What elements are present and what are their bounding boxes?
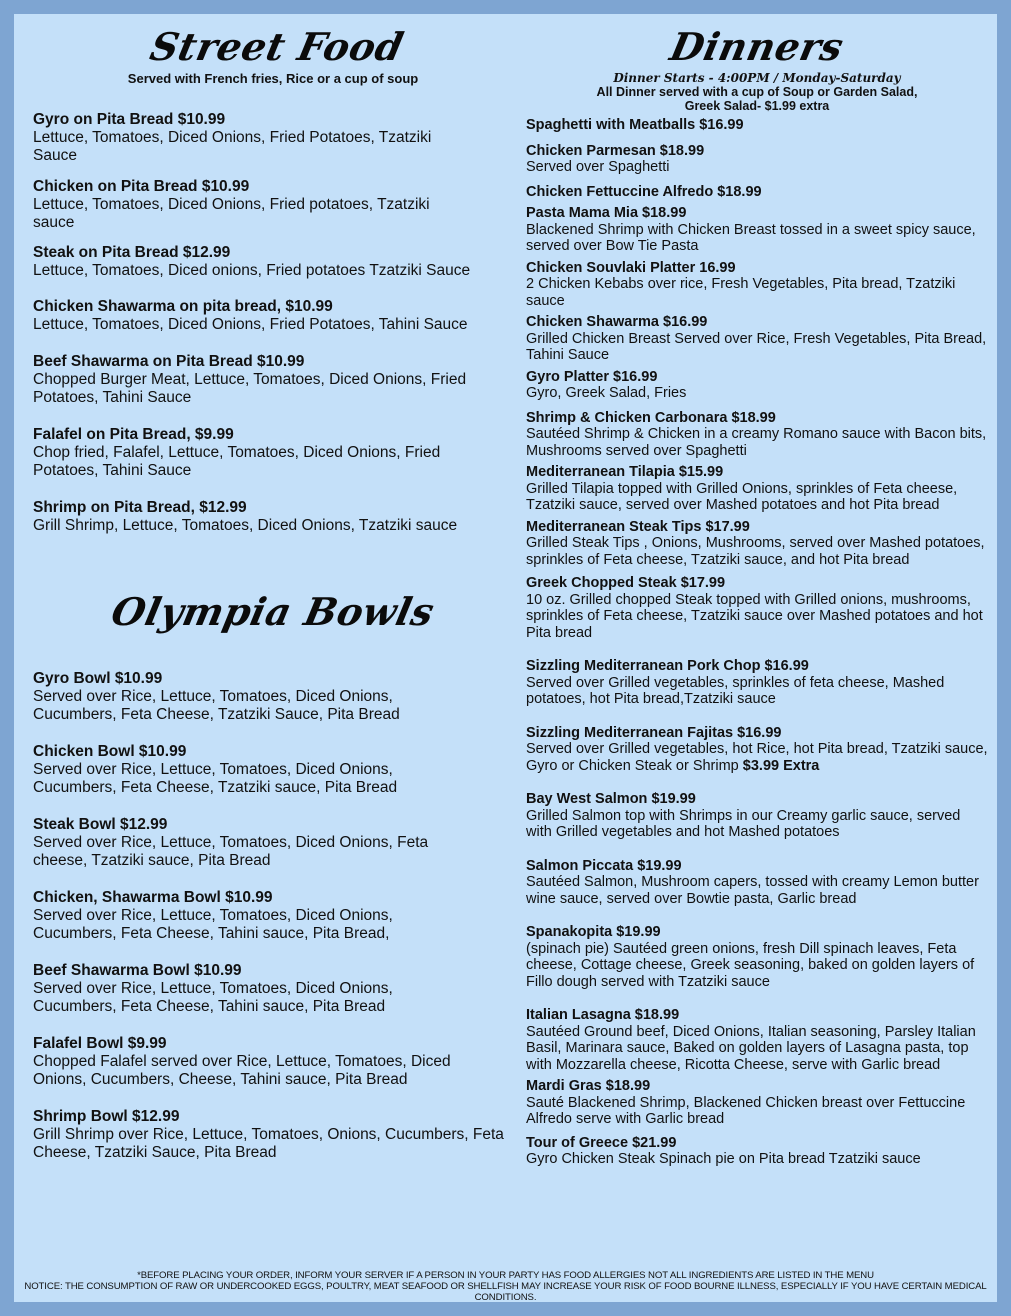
item-desc: Sautéed Ground beef, Diced Onions, Italian seasoning, Parsley Italian Basil, Marinara sauce, Baked on golden layers of Lasagna pasta, top with Mozzarella cheese, Ricotta Cheese, serve with Garlic bread: [526, 1023, 976, 1073]
menu-item: [526, 924, 988, 990]
menu-item: [526, 184, 988, 201]
item-desc: Sauté Blackened Shrimp, Blackened Chicken breast over Fettuccine Alfredo serve with Garlic bread: [526, 1094, 966, 1127]
item-desc: Lettuce, Tomatoes, Diced Onions, Fried Potatoes, Tzatziki Sauce: [33, 129, 432, 164]
menu-item: [526, 464, 988, 514]
menu-item: [526, 1078, 988, 1128]
item-name: Chicken Bowl $10.99: [33, 743, 187, 760]
item-name: Gyro Platter $16.99: [526, 368, 658, 385]
menu-item: [526, 205, 988, 255]
item-desc: Lettuce, Tomatoes, Diced Onions, Fried potatoes, Tzatziki sauce: [33, 196, 430, 231]
item-name: Chicken Shawarma on pita bread, $10.99: [33, 298, 333, 315]
menu-item: [526, 791, 988, 841]
item-name: Chicken on Pita Bread $10.99: [33, 178, 250, 195]
dinners-subtitle-2: All Dinner served with a cup of Soup or Garden Salad,: [596, 85, 918, 99]
menu-item: [526, 260, 988, 310]
item-desc: Grilled Steak Tips , Onions, Mushrooms, served over Mashed potatoes, sprinkles of Feta cheese, Tzatziki sauce, and hot Pita bread: [526, 535, 985, 568]
menu-item: [33, 178, 513, 232]
allergy-notice-line-2: NOTICE: THE CONSUMPTION OF RAW OR UNDERCOOKED EGGS, POULTRY, MEAT SEAFOOD OR SHELLFISH MAY INCREASE YOUR RISK OF FOOD BOURNE ILLNESS, ESPECIALLY IF YOU HAVE CERTAIN MEDICAL CONDITIONS.: [24, 1281, 987, 1303]
menu-item: [526, 1007, 988, 1073]
item-desc: Served over Spaghetti: [526, 159, 670, 175]
dinners-title: Dinners: [666, 24, 848, 69]
item-name: Falafel Bowl $9.99: [33, 1035, 167, 1052]
item-name: Beef Shawarma Bowl $10.99: [33, 962, 242, 979]
item-name: Chicken Souvlaki Platter 16.99: [526, 259, 736, 276]
item-desc: Lettuce, Tomatoes, Diced Onions, Fried Potatoes, Tahini Sauce: [33, 316, 468, 333]
item-desc: Chopped Falafel served over Rice, Lettuce, Tomatoes, Diced Onions, Cucumbers, Cheese, Tahini sauce, Pita Bread: [33, 1053, 451, 1088]
menu-item: [33, 1108, 513, 1162]
item-name: Sizzling Mediterranean Pork Chop $16.99: [526, 658, 809, 674]
item-name: Mediterranean Tilapia $15.99: [526, 464, 724, 480]
menu-item: [526, 410, 988, 460]
olympia-bowls-section: [33, 589, 513, 634]
item-name: Beef Shawarma on Pita Bread $10.99: [33, 353, 305, 370]
menu-item: [526, 575, 988, 641]
menu-item: [526, 858, 988, 908]
item-desc: Gyro Chicken Steak Spinach pie on Pita bread Tzatziki sauce: [526, 1151, 921, 1167]
item-name: Mardi Gras $18.99: [526, 1078, 651, 1094]
menu-page: [14, 14, 997, 1302]
item-name: Pasta Mama Mia $18.99: [526, 205, 687, 221]
item-desc: Chop fried, Falafel, Lettuce, Tomatoes, Diced Onions, Fried Potatoes, Tahini Sauce: [33, 444, 441, 479]
item-desc: Served over Grilled vegetables, sprinkles of feta cheese, Mashed potatoes, hot Pita bread,Tzatziki sauce: [526, 674, 945, 707]
item-desc: 2 Chicken Kebabs over rice, Fresh Vegetables, Pita bread, Tzatziki sauce: [526, 276, 956, 309]
menu-item: [526, 314, 988, 364]
dinners-subtitle-3: Greek Salad- $1.99 extra: [684, 99, 830, 113]
item-desc: (spinach pie) Sautéed green onions, fresh Dill spinach leaves, Feta cheese, Cottage cheese, Greek seasoning, baked on golden layers of Fillo dough served with Tzatziki sauce: [526, 940, 975, 990]
item-name: Steak Bowl $12.99: [33, 816, 168, 833]
item-desc: Served over Rice, Lettuce, Tomatoes, Diced Onions, Cucumbers, Feta Cheese, Tahini sauce, Pita Bread: [33, 980, 393, 1015]
menu-item: [33, 353, 513, 407]
menu-item: [33, 1035, 513, 1089]
menu-item: [33, 244, 513, 280]
item-desc: Served over Rice, Lettuce, Tomatoes, Diced Onions, Feta cheese, Tzatziki sauce, Pita Bread: [33, 834, 429, 869]
item-name: Bay West Salmon $19.99: [526, 791, 696, 807]
item-name: Chicken Fettuccine Alfredo $18.99: [526, 183, 762, 200]
item-name: Greek Chopped Steak $17.99: [526, 575, 726, 591]
item-desc: Blackened Shrimp with Chicken Breast tossed in a sweet spicy sauce, served over Bow Tie Pasta: [526, 221, 976, 254]
menu-item: [33, 889, 513, 943]
allergy-notice: [14, 1270, 997, 1303]
item-name: Sizzling Mediterranean Fajitas $16.99: [526, 724, 782, 741]
menu-item: [33, 298, 513, 334]
menu-item: [33, 426, 513, 480]
item-desc: [526, 741, 988, 774]
menu-item: [526, 519, 988, 569]
item-name: Gyro Bowl $10.99: [33, 670, 163, 687]
street-food-section: [33, 24, 513, 86]
item-desc: Grill Shrimp over Rice, Lettuce, Tomatoes, Onions, Cucumbers, Feta Cheese, Tzatziki Sauce, Pita Bread: [33, 1126, 504, 1161]
item-name: Shrimp Bowl $12.99: [33, 1108, 180, 1125]
item-desc: Served over Rice, Lettuce, Tomatoes, Diced Onions, Cucumbers, Feta Cheese, Tzatziki Sauce, Pita Bread: [33, 688, 400, 723]
allergy-notice-line-1: *BEFORE PLACING YOUR ORDER, INFORM YOUR SERVER IF A PERSON IN YOUR PARTY HAS FOOD ALLERGIES NOT ALL INGREDIENTS ARE LISTED IN THE MENU: [137, 1270, 874, 1281]
item-name: Shrimp on Pita Bread, $12.99: [33, 499, 247, 516]
street-food-subtitle: Served with French fries, Rice or a cup of soup: [127, 71, 419, 86]
menu-item: [33, 816, 513, 870]
item-desc: 10 oz. Grilled chopped Steak topped with Grilled onions, mushrooms, sprinkles of Feta cheese, Tzatziki sauce over Mashed potatoes and hot Pita bread: [526, 591, 983, 641]
item-desc-text: Served over Grilled vegetables, hot Rice, hot Pita bread, Tzatziki sauce, Gyro or Chicken Steak or Shrimp: [526, 741, 988, 774]
menu-item: [526, 143, 988, 176]
item-name: Spaghetti with Meatballs $16.99: [526, 117, 744, 133]
menu-item: [526, 369, 988, 402]
menu-item: [33, 670, 513, 724]
menu-item: [33, 743, 513, 797]
item-desc: Grilled Chicken Breast Served over Rice, Fresh Vegetables, Pita Bread, Tahini Sauce: [526, 330, 987, 363]
item-desc: Sautéed Shrimp & Chicken in a creamy Romano sauce with Bacon bits, Mushrooms served over Spaghetti: [526, 426, 987, 459]
item-name: Chicken Shawarma $16.99: [526, 314, 708, 330]
menu-item: [526, 658, 988, 708]
item-desc: Gyro, Greek Salad, Fries: [526, 385, 687, 401]
item-name: Mediterranean Steak Tips $17.99: [526, 518, 750, 535]
item-name: Steak on Pita Bread $12.99: [33, 244, 231, 261]
menu-item: [33, 111, 513, 165]
item-name: Spanakopita $19.99: [526, 924, 661, 940]
menu-item: [526, 1135, 988, 1168]
item-name: Falafel on Pita Bread, $9.99: [33, 426, 234, 443]
item-name: Chicken, Shawarma Bowl $10.99: [33, 889, 273, 906]
item-name: Chicken Parmesan $18.99: [526, 142, 705, 159]
street-food-list: [33, 111, 513, 535]
item-desc: Served over Rice, Lettuce, Tomatoes, Diced Onions, Cucumbers, Feta Cheese, Tahini sauce, Pita Bread,: [33, 907, 393, 942]
item-name: Gyro on Pita Bread $10.99: [33, 111, 226, 128]
item-desc: Chopped Burger Meat, Lettuce, Tomatoes, Diced Onions, Fried Potatoes, Tahini Sauce: [33, 371, 467, 406]
olympia-bowls-title: Olympia Bowls: [107, 589, 439, 634]
item-desc: Lettuce, Tomatoes, Diced onions, Fried potatoes Tzatziki Sauce: [33, 262, 471, 279]
menu-item: [33, 499, 513, 535]
street-food-title: Street Food: [146, 24, 408, 69]
menu-item: [526, 117, 988, 134]
dinners-subtitle-1: Dinner Starts - 4:00PM / Monday-Saturday: [613, 71, 901, 85]
item-name: Salmon Piccata $19.99: [526, 857, 682, 874]
item-name: Italian Lasagna $18.99: [526, 1007, 680, 1023]
item-desc: Sautéed Salmon, Mushroom capers, tossed with creamy Lemon butter wine sauce, served over Bowtie pasta, Garlic bread: [526, 874, 979, 907]
menu-item: [33, 962, 513, 1016]
item-name: Tour of Greece $21.99: [526, 1134, 677, 1151]
item-name: Shrimp & Chicken Carbonara $18.99: [526, 409, 776, 426]
dinners-section: [526, 24, 988, 113]
item-desc-extra: $3.99 Extra: [742, 757, 820, 774]
menu-item: [526, 725, 988, 775]
item-desc: Grilled Salmon top with Shrimps in our Creamy garlic sauce, served with Grilled vegetables and hot Mashed potatoes: [526, 807, 961, 840]
dinners-list: [526, 117, 988, 1168]
item-desc: Grilled Tilapia topped with Grilled Onions, sprinkles of Feta cheese, Tzatziki sauce, served over Mashed potatoes and hot Pita bread: [526, 480, 958, 513]
item-desc: Grill Shrimp, Lettuce, Tomatoes, Diced Onions, Tzatziki sauce: [33, 517, 458, 534]
olympia-bowls-list: [33, 670, 513, 1162]
item-desc: Served over Rice, Lettuce, Tomatoes, Diced Onions, Cucumbers, Feta Cheese, Tzatziki sauce, Pita Bread: [33, 761, 398, 796]
